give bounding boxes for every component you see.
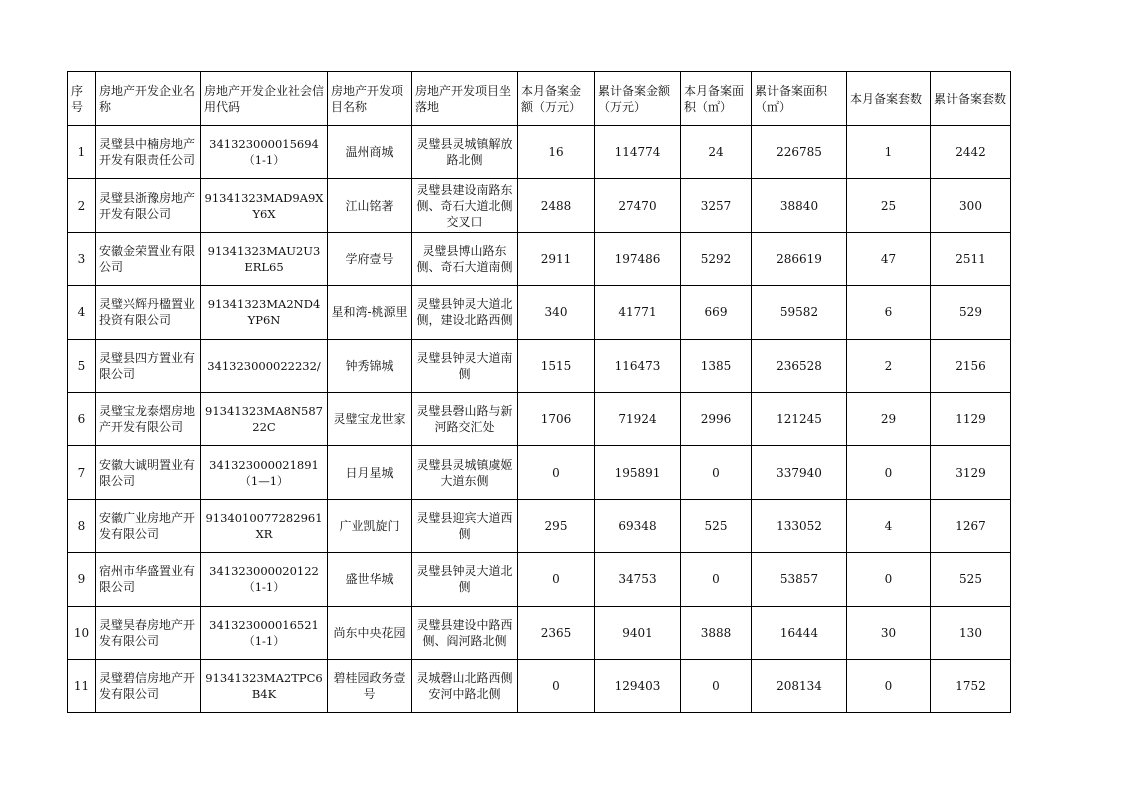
- project-location-cell: 灵璧县建设中路西侧、阎河路北侧: [412, 606, 518, 659]
- company-name-cell: 灵璧宝龙泰熠房地产开发有限公司: [96, 392, 201, 445]
- monthly-amount-cell: 0: [518, 659, 595, 712]
- column-header: 本月备案套数: [847, 72, 931, 126]
- monthly-units-cell: 47: [847, 232, 931, 285]
- column-header: 房地产开发项目名称: [328, 72, 412, 126]
- project-name-cell: 碧桂园政务壹号: [328, 659, 412, 712]
- project-name-cell: 灵璧宝龙世家: [328, 392, 412, 445]
- table-body: [68, 126, 1011, 713]
- column-header: 本月备案面积（㎡）: [681, 72, 752, 126]
- cumulative-amount-cell: 116473: [595, 339, 681, 392]
- credit-code-cell: 91341323MA8N58722C: [201, 392, 328, 445]
- column-header: 累计备案金额（万元）: [595, 72, 681, 126]
- company-name-cell: 灵璧县中楠房地产开发有限责任公司: [96, 126, 201, 179]
- monthly-amount-cell: 16: [518, 126, 595, 179]
- credit-code-cell: 9134010077282961XR: [201, 499, 328, 552]
- monthly-area-cell: 525: [681, 499, 752, 552]
- serial-number-cell: 2: [68, 179, 96, 232]
- table-row: [68, 659, 1011, 712]
- monthly-units-cell: 2: [847, 339, 931, 392]
- monthly-units-cell: 0: [847, 446, 931, 499]
- column-header: 累计备案面积（㎡）: [752, 72, 847, 126]
- cumulative-units-cell: 529: [931, 286, 1011, 339]
- project-name-cell: 江山铭著: [328, 179, 412, 232]
- credit-code-cell: 91341323MA2ND4YP6N: [201, 286, 328, 339]
- serial-number-cell: 7: [68, 446, 96, 499]
- cumulative-amount-cell: 195891: [595, 446, 681, 499]
- project-name-cell: 钟秀锦城: [328, 339, 412, 392]
- monthly-units-cell: 25: [847, 179, 931, 232]
- monthly-units-cell: 30: [847, 606, 931, 659]
- column-header: 序号: [68, 72, 96, 126]
- project-location-cell: 灵璧县钟灵大道南侧: [412, 339, 518, 392]
- table-row: [68, 446, 1011, 499]
- project-name-cell: 日月星城: [328, 446, 412, 499]
- credit-code-cell: 341323000020122（1-1）: [201, 553, 328, 606]
- monthly-area-cell: 1385: [681, 339, 752, 392]
- column-header: 本月备案金额（万元）: [518, 72, 595, 126]
- cumulative-units-cell: 1129: [931, 392, 1011, 445]
- cumulative-area-cell: 236528: [752, 339, 847, 392]
- project-name-cell: 尚东中央花园: [328, 606, 412, 659]
- company-name-cell: 宿州市华盛置业有限公司: [96, 553, 201, 606]
- credit-code-cell: 341323000022232/: [201, 339, 328, 392]
- cumulative-units-cell: 3129: [931, 446, 1011, 499]
- cumulative-area-cell: 38840: [752, 179, 847, 232]
- cumulative-amount-cell: 69348: [595, 499, 681, 552]
- credit-code-cell: 91341323MAU2U3ERL65: [201, 232, 328, 285]
- monthly-units-cell: 29: [847, 392, 931, 445]
- serial-number-cell: 5: [68, 339, 96, 392]
- table-row: [68, 286, 1011, 339]
- project-name-cell: 盛世华城: [328, 553, 412, 606]
- header-row: [68, 72, 1011, 126]
- project-location-cell: 灵璧县迎宾大道西侧: [412, 499, 518, 552]
- cumulative-amount-cell: 71924: [595, 392, 681, 445]
- cumulative-area-cell: 16444: [752, 606, 847, 659]
- table-row: [68, 232, 1011, 285]
- project-location-cell: 灵璧县博山路东侧、奇石大道南侧: [412, 232, 518, 285]
- monthly-amount-cell: 1706: [518, 392, 595, 445]
- company-name-cell: 灵璧昊春房地产开发有限公司: [96, 606, 201, 659]
- cumulative-amount-cell: 9401: [595, 606, 681, 659]
- credit-code-cell: 341323000021891（1—1）: [201, 446, 328, 499]
- cumulative-units-cell: 1752: [931, 659, 1011, 712]
- serial-number-cell: 9: [68, 553, 96, 606]
- project-name-cell: 温州商城: [328, 126, 412, 179]
- table-header: [68, 72, 1011, 126]
- cumulative-amount-cell: 41771: [595, 286, 681, 339]
- project-location-cell: 灵璧县灵城镇虞姬大道东侧: [412, 446, 518, 499]
- column-header: 房地产开发项目坐落地: [412, 72, 518, 126]
- cumulative-units-cell: 525: [931, 553, 1011, 606]
- credit-code-cell: 341323000015694（1-1）: [201, 126, 328, 179]
- monthly-area-cell: 0: [681, 553, 752, 606]
- monthly-area-cell: 0: [681, 659, 752, 712]
- serial-number-cell: 6: [68, 392, 96, 445]
- monthly-area-cell: 2996: [681, 392, 752, 445]
- monthly-area-cell: 669: [681, 286, 752, 339]
- company-name-cell: 灵璧县四方置业有限公司: [96, 339, 201, 392]
- table-row: [68, 606, 1011, 659]
- real-estate-registry-table: [67, 71, 1011, 713]
- monthly-amount-cell: 0: [518, 553, 595, 606]
- cumulative-amount-cell: 197486: [595, 232, 681, 285]
- cumulative-area-cell: 208134: [752, 659, 847, 712]
- monthly-area-cell: 3888: [681, 606, 752, 659]
- project-location-cell: 灵璧县钟灵大道北侧，建设北路西侧: [412, 286, 518, 339]
- project-name-cell: 广业凯旋门: [328, 499, 412, 552]
- table-row: [68, 126, 1011, 179]
- project-name-cell: 星和湾-桃源里: [328, 286, 412, 339]
- company-name-cell: 安徽广业房地产开发有限公司: [96, 499, 201, 552]
- column-header: 房地产开发企业社会信用代码: [201, 72, 328, 126]
- serial-number-cell: 1: [68, 126, 96, 179]
- company-name-cell: 安徽金荣置业有限公司: [96, 232, 201, 285]
- monthly-amount-cell: 340: [518, 286, 595, 339]
- cumulative-amount-cell: 34753: [595, 553, 681, 606]
- cumulative-area-cell: 286619: [752, 232, 847, 285]
- table-row: [68, 499, 1011, 552]
- monthly-amount-cell: 2911: [518, 232, 595, 285]
- monthly-units-cell: 1: [847, 126, 931, 179]
- project-location-cell: 灵城磬山北路西侧安河中路北侧: [412, 659, 518, 712]
- cumulative-area-cell: 53857: [752, 553, 847, 606]
- cumulative-area-cell: 121245: [752, 392, 847, 445]
- cumulative-units-cell: 300: [931, 179, 1011, 232]
- cumulative-amount-cell: 129403: [595, 659, 681, 712]
- cumulative-units-cell: 2156: [931, 339, 1011, 392]
- serial-number-cell: 10: [68, 606, 96, 659]
- credit-code-cell: 91341323MA2TPC6B4K: [201, 659, 328, 712]
- serial-number-cell: 4: [68, 286, 96, 339]
- cumulative-area-cell: 133052: [752, 499, 847, 552]
- monthly-area-cell: 5292: [681, 232, 752, 285]
- cumulative-area-cell: 226785: [752, 126, 847, 179]
- project-location-cell: 灵璧县钟灵大道北侧: [412, 553, 518, 606]
- project-location-cell: 灵璧县灵城镇解放路北侧: [412, 126, 518, 179]
- cumulative-units-cell: 2442: [931, 126, 1011, 179]
- company-name-cell: 灵璧兴辉丹楹置业投资有限公司: [96, 286, 201, 339]
- table-row: [68, 339, 1011, 392]
- company-name-cell: 灵璧碧信房地产开发有限公司: [96, 659, 201, 712]
- table-row: [68, 553, 1011, 606]
- cumulative-area-cell: 337940: [752, 446, 847, 499]
- monthly-units-cell: 0: [847, 553, 931, 606]
- company-name-cell: 安徽大诚明置业有限公司: [96, 446, 201, 499]
- monthly-amount-cell: 2365: [518, 606, 595, 659]
- monthly-units-cell: 6: [847, 286, 931, 339]
- company-name-cell: 灵璧县浙豫房地产开发有限公司: [96, 179, 201, 232]
- table-row: [68, 392, 1011, 445]
- cumulative-units-cell: 130: [931, 606, 1011, 659]
- cumulative-units-cell: 2511: [931, 232, 1011, 285]
- project-name-cell: 学府壹号: [328, 232, 412, 285]
- credit-code-cell: 341323000016521（1-1）: [201, 606, 328, 659]
- column-header: 房地产开发企业名称: [96, 72, 201, 126]
- monthly-amount-cell: 295: [518, 499, 595, 552]
- cumulative-area-cell: 59582: [752, 286, 847, 339]
- monthly-amount-cell: 2488: [518, 179, 595, 232]
- project-location-cell: 灵璧县建设南路东侧、奇石大道北侧交叉口: [412, 179, 518, 232]
- monthly-units-cell: 4: [847, 499, 931, 552]
- table-row: [68, 179, 1011, 232]
- monthly-amount-cell: 1515: [518, 339, 595, 392]
- monthly-units-cell: 0: [847, 659, 931, 712]
- serial-number-cell: 3: [68, 232, 96, 285]
- credit-code-cell: 91341323MAD9A9XY6X: [201, 179, 328, 232]
- cumulative-amount-cell: 27470: [595, 179, 681, 232]
- column-header: 累计备案套数: [931, 72, 1011, 126]
- cumulative-units-cell: 1267: [931, 499, 1011, 552]
- project-location-cell: 灵璧县磬山路与新河路交汇处: [412, 392, 518, 445]
- serial-number-cell: 8: [68, 499, 96, 552]
- monthly-area-cell: 0: [681, 446, 752, 499]
- cumulative-amount-cell: 114774: [595, 126, 681, 179]
- serial-number-cell: 11: [68, 659, 96, 712]
- monthly-area-cell: 3257: [681, 179, 752, 232]
- monthly-area-cell: 24: [681, 126, 752, 179]
- monthly-amount-cell: 0: [518, 446, 595, 499]
